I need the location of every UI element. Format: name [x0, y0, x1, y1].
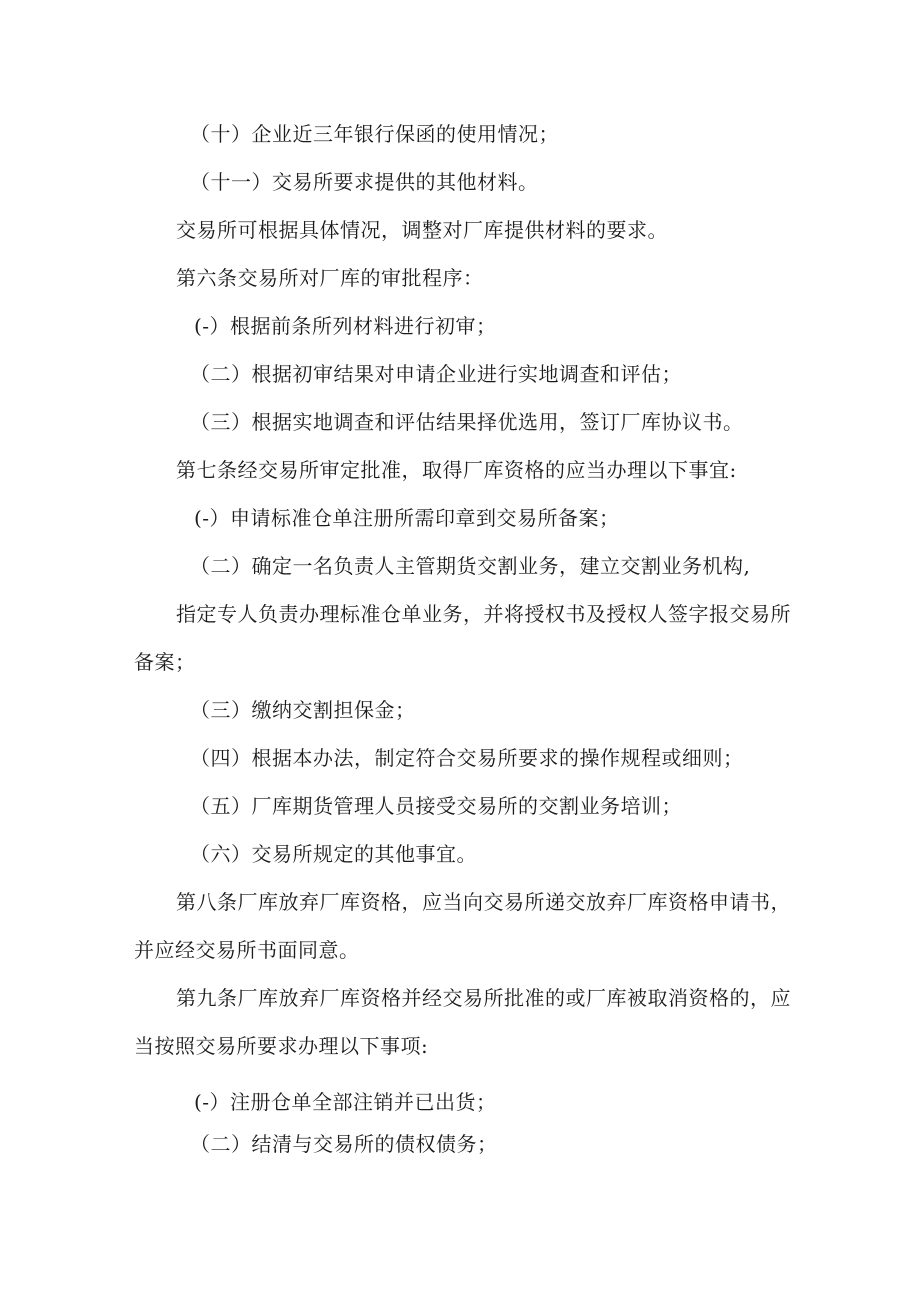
- text-line: 第八条厂库放弃厂库资格，应当向交易所递交放弃厂库资格申请书，: [176, 890, 791, 914]
- text-line: 第九条厂库放弃厂库资格并经交易所批准的或厂库被取消资格的，应: [176, 986, 791, 1010]
- text-line: （四）根据本办法，制定符合交易所要求的操作规程或细则；: [190, 746, 744, 770]
- text-line: （五）厂库期货管理人员接受交易所的交割业务培训；: [190, 794, 682, 818]
- text-line: （二）根据初审结果对申请企业进行实地调查和评估；: [190, 362, 682, 386]
- text-line: （二）结清与交易所的债权债务；: [190, 1132, 498, 1156]
- text-line: 第七条经交易所审定批准，取得厂库资格的应当办理以下事宜:: [176, 458, 737, 482]
- text-line: （三）根据实地调查和评估结果择优选用，签订厂库协议书。: [190, 410, 744, 434]
- text-line: 指定专人负责办理标准仓单业务，并将授权书及授权人签字报交易所: [176, 602, 791, 626]
- text-line: （十）企业近三年银行保函的使用情况；: [190, 122, 559, 146]
- text-line: (-）根据前条所列材料进行初审；: [194, 314, 497, 338]
- text-line: 备案；: [134, 650, 196, 674]
- text-line: 并应经交易所书面同意。: [134, 938, 360, 962]
- text-line: （二）确定一名负责人主管期货交割业务，建立交割业务机构,: [190, 554, 751, 578]
- text-line: （三）缴纳交割担保金；: [190, 698, 416, 722]
- text-line: (-）申请标准仓单注册所需印章到交易所备案；: [194, 506, 620, 530]
- text-line: (-）注册仓单全部注销并已出货；: [194, 1090, 497, 1114]
- text-line: （十一）交易所要求提供的其他材料。: [190, 170, 539, 194]
- text-line: 当按照交易所要求办理以下事项:: [134, 1034, 429, 1058]
- text-line: 第六条交易所对厂库的审批程序：: [176, 266, 484, 290]
- text-line: 交易所可根据具体情况，调整对厂库提供材料的要求。: [176, 218, 668, 242]
- text-line: （六）交易所规定的其他事宜。: [190, 842, 477, 866]
